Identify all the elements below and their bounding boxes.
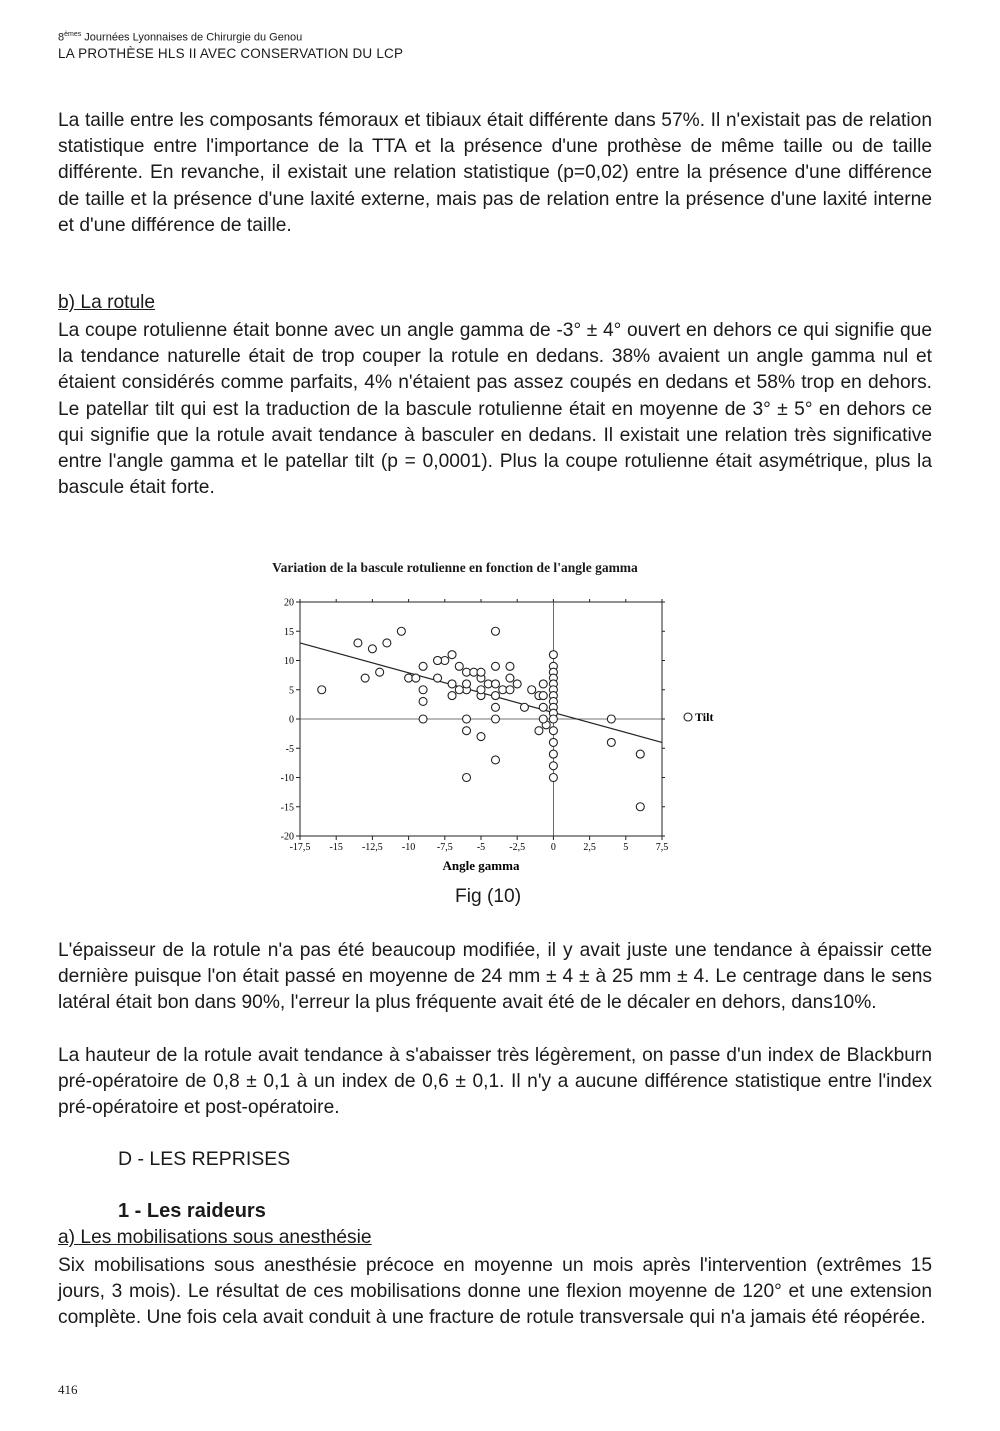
x-tick-label: 7,5 xyxy=(655,842,669,853)
data-point xyxy=(636,803,644,811)
legend-label: Tilt xyxy=(695,710,714,724)
heading-mobilisations: a) Les mobilisations sous anesthésie xyxy=(58,1227,372,1248)
data-point xyxy=(535,727,543,735)
x-tick-label: -12,5 xyxy=(361,842,383,853)
x-tick-label: -15 xyxy=(329,842,343,853)
x-tick-label: 2,5 xyxy=(583,842,596,853)
figure-caption: Fig (10) xyxy=(455,886,522,907)
data-point xyxy=(513,680,521,688)
page-number: 416 xyxy=(58,1382,78,1397)
y-tick-label: 10 xyxy=(284,656,294,667)
data-point xyxy=(528,686,536,694)
data-point xyxy=(383,639,391,647)
running-header xyxy=(58,30,403,63)
data-point xyxy=(539,703,547,711)
data-point xyxy=(419,662,427,670)
data-point xyxy=(376,668,384,676)
data-point xyxy=(412,674,420,682)
data-point xyxy=(448,680,456,688)
data-point xyxy=(477,668,485,676)
data-point xyxy=(448,692,456,700)
x-tick-label: 5 xyxy=(623,842,629,853)
data-point xyxy=(463,680,471,688)
data-point xyxy=(491,756,499,764)
y-tick-label: 15 xyxy=(284,626,294,638)
data-point xyxy=(506,662,514,670)
x-tick-label: 0 xyxy=(550,842,556,853)
y-tick-label: -5 xyxy=(285,743,294,755)
paragraph-sizes: La taille entre les composants fémoraux et tibiaux était différente dans 57%. Il n'existait pas de relation statistique entre l'importance de la TTA et la présence d'une prothèse de même taille ou de taille différente. En revanche, il existait une relation statistique (p=0,02) entre la présence d'une différence de taille et la présence d'une laxité externe, mais pas de relation entre la présence d'une laxité interne et d'une différence de taille. xyxy=(58,110,932,236)
data-point xyxy=(491,715,499,723)
data-point xyxy=(477,686,485,694)
y-tick-label: -15 xyxy=(280,802,294,814)
data-point xyxy=(549,774,557,782)
data-point xyxy=(520,703,528,711)
data-point xyxy=(368,645,376,653)
data-point xyxy=(506,674,514,682)
data-point xyxy=(506,686,514,694)
data-point xyxy=(318,686,326,694)
data-point xyxy=(549,651,557,659)
section-raideurs: 1 - Les raideurs xyxy=(118,1200,266,1222)
header-title: LA PROTHÈSE HLS II AVEC CONSERVATION DU LCP xyxy=(58,45,404,61)
y-tick-label: 20 xyxy=(284,597,294,609)
data-point xyxy=(354,639,362,647)
data-point xyxy=(539,680,547,688)
chart-title: Variation de la bascule rotulienne en fonction de l'angle gamma xyxy=(272,560,638,575)
heading-rotule: b) La rotule xyxy=(58,292,156,313)
data-point xyxy=(419,697,427,705)
paragraph-mobilisations: Six mobilisations sous anesthésie précoce en moyenne un mois après l'intervention (extrêmes 15 jours, 3 mois). Le résultat de ces mobilisations donne une flexion moyenne de 120° et une extension complète. Une fois cela avait conduit à une fracture de rotule transversale qui n'a jamais été réopérée. xyxy=(58,1255,932,1329)
data-point xyxy=(463,715,471,723)
data-point xyxy=(448,651,456,659)
x-tick-label: -5 xyxy=(476,842,486,853)
data-point xyxy=(463,727,471,735)
scatter-chart xyxy=(262,592,742,882)
data-point xyxy=(491,680,499,688)
data-point xyxy=(434,674,442,682)
y-tick-label: 5 xyxy=(289,685,294,697)
data-point xyxy=(491,703,499,711)
y-tick-label: -10 xyxy=(280,773,294,784)
x-tick-label: -17,5 xyxy=(289,842,311,853)
header-conference: 8èmes Journées Lyonnaises de Chirurgie du Genou xyxy=(58,31,303,44)
legend-marker xyxy=(684,713,692,721)
data-point xyxy=(607,738,615,746)
data-point xyxy=(549,762,557,770)
data-point xyxy=(455,662,463,670)
x-axis-label: Angle gamma xyxy=(442,858,520,873)
paragraph-rotule: La coupe rotulienne était bonne avec un angle gamma de -3° ± 4° ouvert en dehors ce qui signifie que la tendance naturelle était de trop couper la rotule en dedans. 38% avaient un angle gamma nul et étaient considérés comme parfaits, 4% n'étaient pas assez coupés en dedans et 58% trop en dehors. Le patellar tilt qui est la traduction de la bascule rotulienne était en moyenne de 3° ± 5° en dehors ce qui signifie que la rotule avait tendance à basculer en dedans. Il existait une relation très significative entre l'angle gamma et le patellar tilt (p = 0,0001). Plus la coupe rotulienne était asymétrique, plus la bascule était forte. xyxy=(58,320,932,499)
data-point xyxy=(455,686,463,694)
x-tick-label: -7,5 xyxy=(436,842,453,853)
data-point xyxy=(477,733,485,741)
data-point xyxy=(549,715,557,723)
y-tick-label: -20 xyxy=(280,831,294,843)
data-point xyxy=(491,692,499,700)
data-point xyxy=(419,715,427,723)
data-point xyxy=(539,692,547,700)
data-point xyxy=(539,715,547,723)
data-point xyxy=(434,657,442,665)
data-point xyxy=(549,727,557,735)
data-point xyxy=(607,715,615,723)
data-point xyxy=(419,686,427,694)
data-point xyxy=(549,750,557,758)
data-point xyxy=(636,750,644,758)
section-reprises: D - LES REPRISES xyxy=(118,1148,291,1170)
paragraph-epaisseur: L'épaisseur de la rotule n'a pas été beaucoup modifiée, il y avait juste une tendance à épaissir cette dernière puisque l'on était passé en moyenne de 24 mm ± 4 ± à 25 mm ± 4. Le centrage dans le sens latéral était bon dans 90%, l'erreur la plus fréquente avait été de le décaler en dehors, dans10%. xyxy=(58,940,932,1014)
data-point xyxy=(361,674,369,682)
y-tick-label: 0 xyxy=(289,714,294,726)
data-point xyxy=(491,627,499,635)
data-point xyxy=(491,662,499,670)
x-tick-label: -10 xyxy=(401,842,416,853)
paragraph-hauteur: La hauteur de la rotule avait tendance à s'abaisser très légèrement, on passe d'un index de Blackburn pré-opératoire de 0,8 ± 0,1 à un index de 0,6 ± 0,1. Il n'y a aucune différence statistique entre l'index pré-opératoire et post-opératoire. xyxy=(58,1045,932,1119)
data-point xyxy=(463,774,471,782)
data-point xyxy=(397,627,405,635)
x-tick-label: -2,5 xyxy=(509,842,526,853)
data-point xyxy=(549,738,557,746)
